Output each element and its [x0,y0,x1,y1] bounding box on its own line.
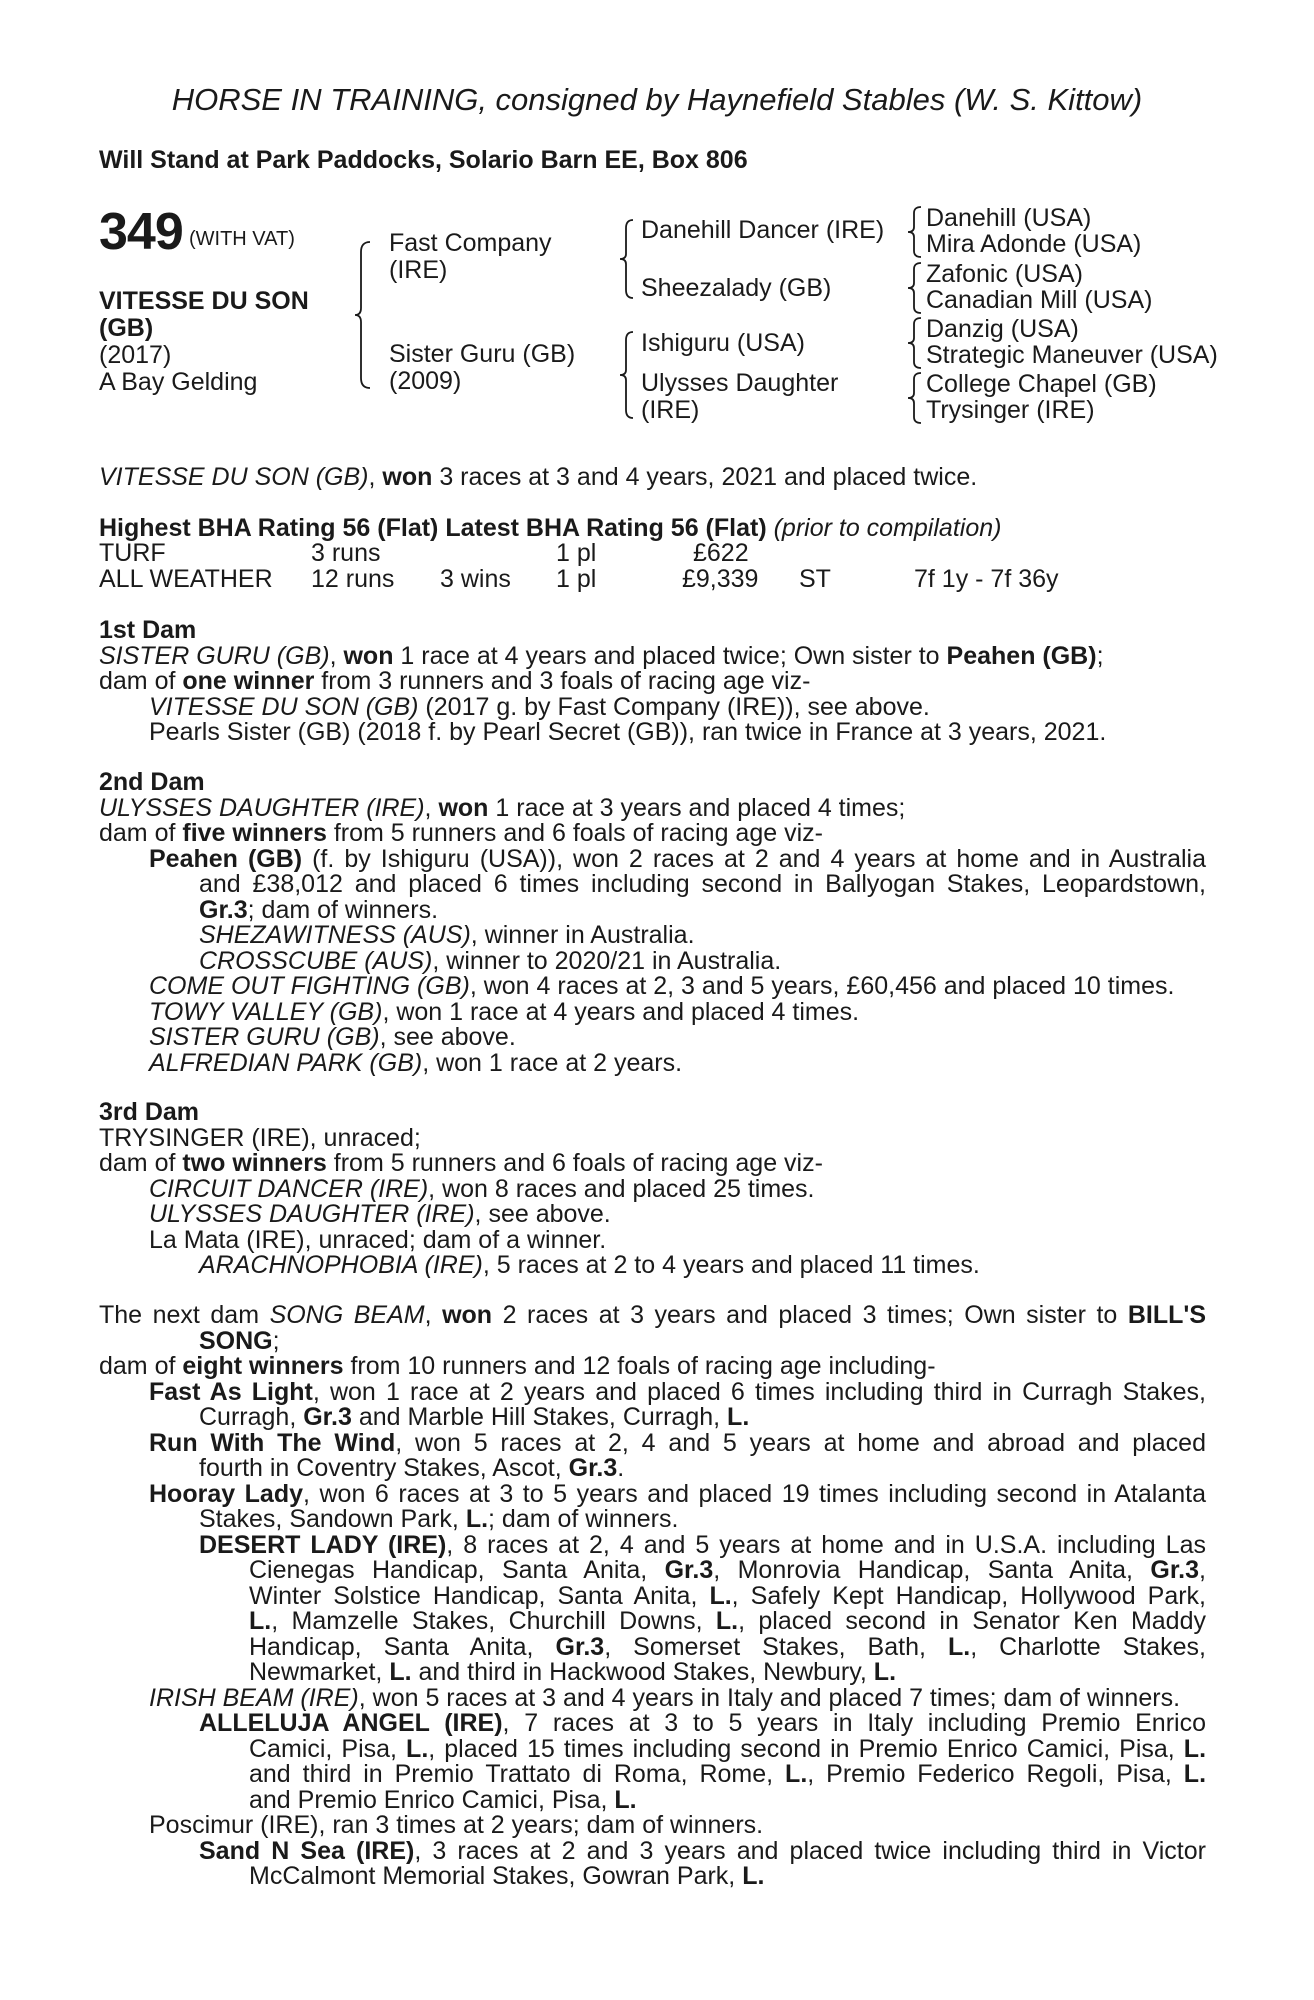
pedigree-bracket-3c [908,316,924,370]
pedigree-dam-year: (2009) [389,367,462,395]
next-dam-section: The next dam SONG BEAM, won 2 races at 3 years and placed 3 times; Own sister to BILL'S SONG; dam of eight winners from 10 runners and 12 foals of racing age including- Fast As Light, won 1 race at 2 years and placed 6 times including third in Curragh Stakes, Curragh, Gr.3 and Marble Hill Stakes, Curragh, L. Run With The Wind, won 5 races at 2, 4 and 5 years at home and abroad and placed fourth in Coventry Stakes, Ascot, Gr.3. Hooray Lady, won 6 races at 3 to 5 years and placed 19 times including second in Atalanta Stakes, Sandown Park, L.; dam of winners. DESERT LADY (IRE), 8 races at 2, 4 and 5 years at home and in U.S.A. including Las Cienegas Handicap, Santa Anita, Gr.3, Monrovia Handicap, Santa Anita, Gr.3, Winter Solstice Handicap, Santa Anita, L., Safely Kept Handicap, Hollywood Park, L., Mamzelle Stakes, Churchill Downs, L., placed second in Senator Ken Maddy Handicap, Santa Anita, Gr.3, Somerset Stakes, Bath, L., Charlotte Stakes, Newmarket, L. and third in Hackwood Stakes, Newbury, L. IRISH BEAM (IRE), won 5 races at 3 and 4 years in Italy and placed 7 times; dam of winners. ALLELUJA ANGEL (IRE), 7 races at 3 to 5 years in Italy including Premio Enrico Camici, Pisa, L., placed 15 times including second in Premio Enrico Camici, Pisa, L. and third in Premio Trattato di Roma, Rome, L., Premio Federico Regoli, Pisa, L. and Premio Enrico Camici, Pisa, L. Poscimur (IRE), ran 3 times at 2 years; dam of winners. Sand N Sea (IRE), 3 races at 2 and 3 years and placed twice including third in Victor McCalmont Memorial Stakes, Gowran Park, L. [99,1301,1207,1890]
aw-prize: £9,339 [682,565,759,593]
race-summary: VITESSE DU SON (GB), won 3 races at 3 and 4 years, 2021 and placed twice. [99,463,978,491]
second-dam-section: 2nd Dam ULYSSES DAUGHTER (IRE), won 1 race at 3 years and placed 4 times; dam of five winners from 5 runners and 6 foals of racing age viz- Peahen (GB) (f. by Ishiguru (USA)), won 2 races at 2 and 4 years at home and in Australia and £38,012 and placed 6 times including second in Ballyogan Stakes, Leopardstown, Gr.3; dam of winners. SHEZAWITNESS (AUS), winner in Australia. CROSSCUBE (AUS), winner to 2020/21 in Australia. COME OUT FIGHTING (GB), won 4 races at 2, 3 and 5 years, £60,456 and placed 10 times. TOWY VALLEY (GB), won 1 race at 4 years and placed 4 times. SISTER GURU (GB), see above. ALFREDIAN PARK (GB), won 1 race at 2 years. [99,768,1206,1077]
pedigree-dam-dam: Ulysses Daughter [641,369,839,397]
turf-label: TURF [99,539,166,567]
pedigree-sire: Fast Company [389,229,552,257]
pedigree-bracket-dam [620,330,636,420]
horse-name-country: (GB) [99,314,154,342]
first-dam-section: 1st Dam SISTER GURU (GB), won 1 race at 4 years and placed twice; Own sister to Peahen (GB); dam of one winner from 3 runners and 3 foals of racing age viz- VITESSE DU SON (GB) (2017 g. by Fast Company (IRE)), see above. Pearls Sister (GB) (2018 f. by Pearl Secret (GB)), ran twice in France at 3 years, 2021. [99,618,1206,746]
horse-year: (2017) [99,341,172,369]
aw-going: ST [799,565,831,593]
pedigree-dam-dam-country: (IRE) [641,396,700,424]
vat-note: (WITH VAT) [189,228,295,250]
horse-name: VITESSE DU SON [99,287,309,315]
pedigree-bracket-main [355,240,375,390]
pedigree-bracket-3a [908,205,924,259]
aw-placed: 1 pl [556,565,597,593]
pedigree-ssd: Mira Adonde (USA) [926,230,1142,258]
section-heading: 3rd Dam [99,1098,200,1126]
bha-rating: Highest BHA Rating 56 (Flat) Latest BHA Rating 56 (Flat) (prior to compilation) [99,514,1002,542]
pedigree-dsd: Strategic Maneuver (USA) [926,341,1218,369]
turf-prize: £622 [693,539,749,567]
race-record-table [0,541,1314,593]
turf-runs: 3 runs [311,539,381,567]
aw-wins: 3 wins [440,565,511,593]
aw-distance: 7f 1y - 7f 36y [914,565,1059,593]
section-heading: 1st Dam [99,616,197,644]
pedigree-bracket-3d [908,371,924,425]
pedigree-ddd: Trysinger (IRE) [926,396,1095,424]
pedigree-dds: College Chapel (GB) [926,370,1157,398]
pedigree-sss: Danehill (USA) [926,204,1092,232]
pedigree-dam: Sister Guru (GB) [389,340,576,368]
horse-description: A Bay Gelding [99,368,258,396]
pedigree-sds: Zafonic (USA) [926,260,1083,288]
aw-runs: 12 runs [311,565,395,593]
turf-placed: 1 pl [556,539,597,567]
lot-number: 349 [99,203,183,261]
section-heading: 2nd Dam [99,768,205,796]
pedigree-sire-sire: Danehill Dancer (IRE) [641,216,885,244]
stand-location: Will Stand at Park Paddocks, Solario Barn EE, Box 806 [99,146,748,174]
pedigree-bracket-sire [620,218,636,300]
pedigree-sdd: Canadian Mill (USA) [926,286,1153,314]
aw-label: ALL WEATHER [99,565,273,593]
pedigree-sire-dam: Sheezalady (GB) [641,274,832,302]
third-dam-section: 3rd Dam TRYSINGER (IRE), unraced; dam of two winners from 5 runners and 6 foals of racing age viz- CIRCUIT DANCER (IRE), won 8 races and placed 25 times. ULYSSES DAUGHTER (IRE), see above. La Mata (IRE), unraced; dam of a winner. ARACHNOPHOBIA (IRE), 5 races at 2 to 4 years and placed 11 times. [99,1100,1206,1279]
pedigree-bracket-3b [908,261,924,315]
pedigree-dss: Danzig (USA) [926,315,1079,343]
pedigree-dam-sire: Ishiguru (USA) [641,329,805,357]
catalogue-header: HORSE IN TRAINING, consigned by Haynefield Stables (W. S. Kittow) [171,82,1143,117]
pedigree-sire-country: (IRE) [389,256,448,284]
